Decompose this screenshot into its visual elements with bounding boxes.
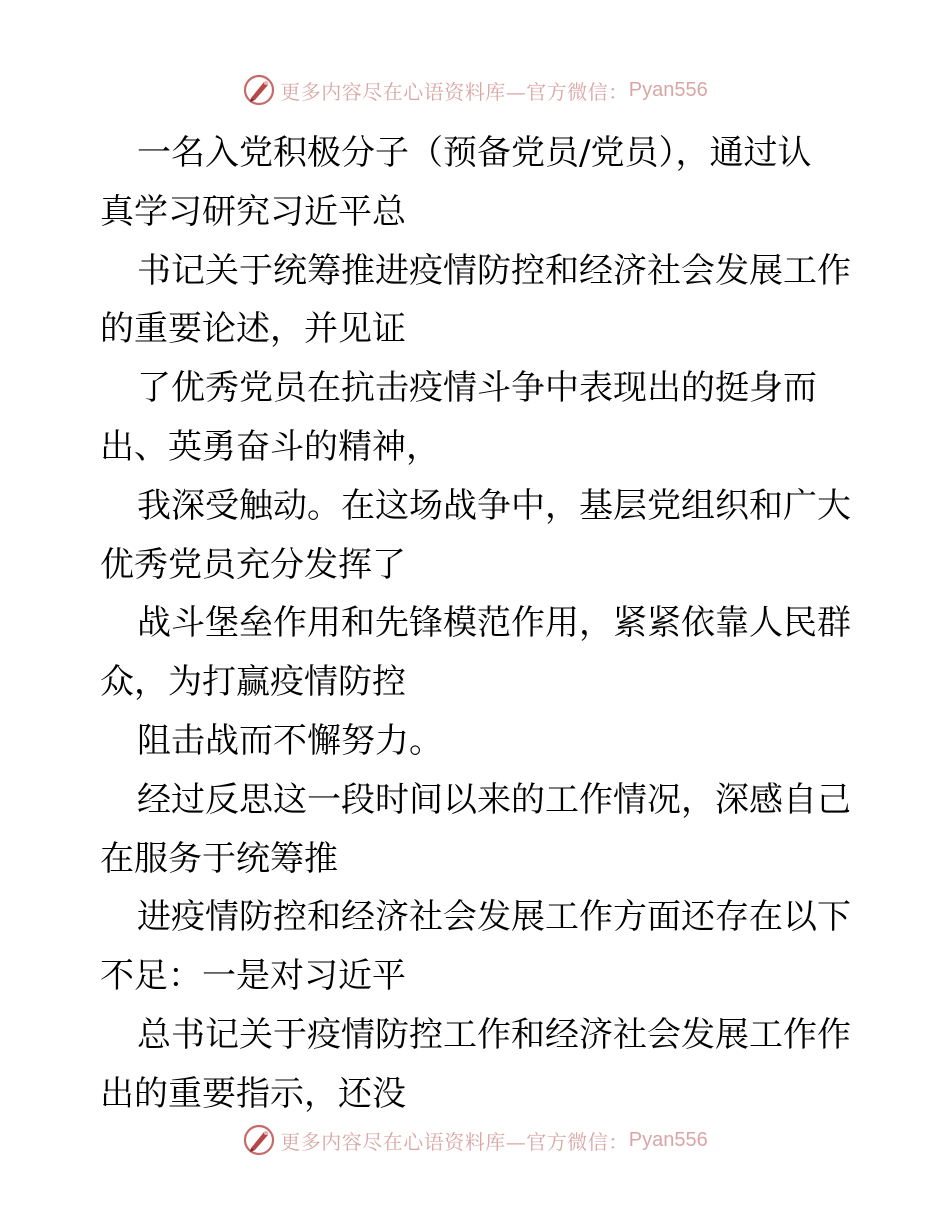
text-line: 的重要论述，并见证 [100,309,406,350]
footer-banner-text: 更多内容尽在心语资料库—官方微信： [280,1129,629,1154]
footer-banner [0,1120,950,1160]
text-line: 在服务于统筹推 [100,838,338,879]
text-line: 出、英勇奋斗的精神， [100,426,440,467]
footer-banner-id: Pyan556 [628,1128,708,1151]
text-line: 进疫情防控和经济社会发展工作方面还存在以下 [137,897,851,938]
text-line: 真学习研究习近平总 [100,191,406,232]
text-line: 战斗堡垒作用和先锋模范作用，紧紧依靠人民群 [137,603,851,644]
text-line: 一名入党积极分子（预备党员/党员），通过认 [137,133,812,173]
header-banner-text: 更多内容尽在心语资料库—官方微信： [280,79,629,104]
header-banner-id: Pyan556 [628,78,708,101]
document-body [100,124,860,1124]
text-line: 阻击战而不懈努力。 [137,720,443,761]
text-line: 不足：一是对习近平 [100,956,406,997]
text-line: 了优秀党员在抗击疫情斗争中表现出的挺身而 [137,368,817,409]
header-banner [0,70,950,110]
text-line: 众，为打赢疫情防控 [100,662,406,703]
text-line: 优秀党员充分发挥了 [100,544,406,585]
text-line: 我深受触动。在这场战争中，基层党组织和广大 [137,485,851,526]
pen-logo-icon [242,1123,276,1157]
text-line: 出的重要指示，还没 [100,1073,406,1114]
text-line: 经过反思这一段时间以来的工作情况，深感自己 [137,779,851,820]
pen-logo-icon [242,73,276,107]
text-line: 书记关于统筹推进疫情防控和经济社会发展工作 [137,250,851,291]
text-line: 总书记关于疫情防控工作和经济社会发展工作作 [137,1014,851,1055]
